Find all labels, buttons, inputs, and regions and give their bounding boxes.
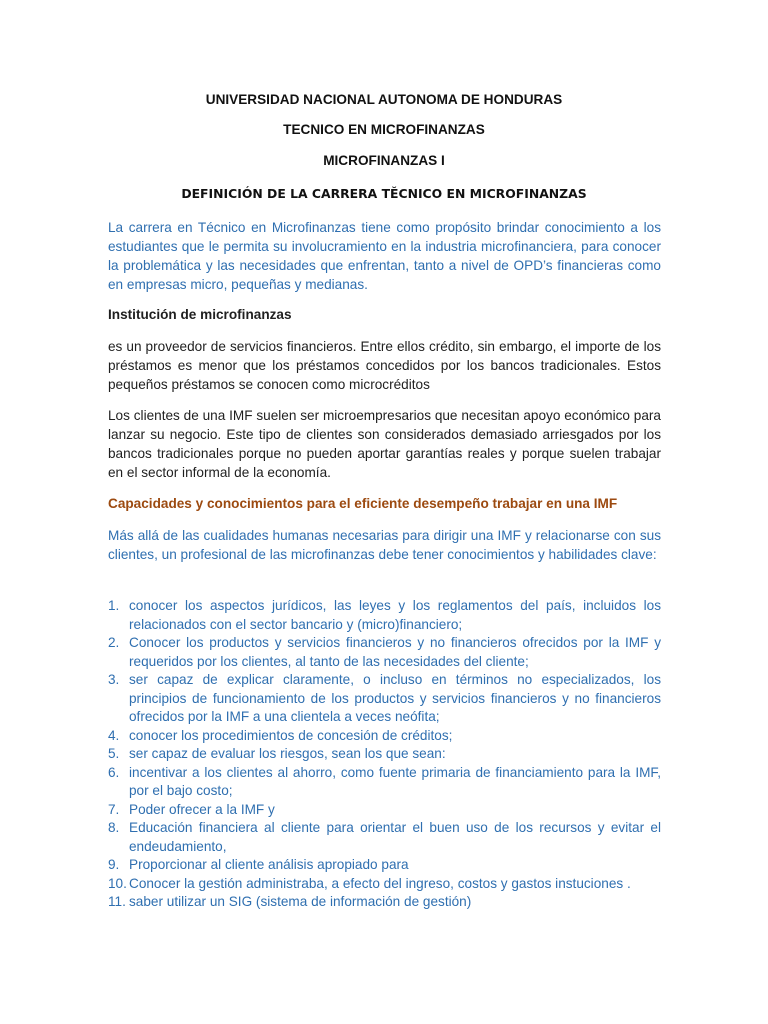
list-item-text: conocer los aspectos jurídicos, las leyes y los reglamentos del país, incluidos los relacionados con el sector bancario y (micro)financiero; [129, 598, 661, 632]
list-item-text: ser capaz de evaluar los riesgos, sean los que sean: [129, 746, 446, 761]
list-item-text: saber utilizar un SIG (sistema de información de gestión) [129, 894, 472, 909]
list-item-text: Educación financiera al cliente para orientar el buen uso de los recursos y evitar el endeudamiento, [129, 820, 661, 854]
list-item [108, 597, 661, 634]
list-item [108, 671, 661, 727]
list-item-number: 11. [108, 894, 126, 909]
program-title: TECNICO EN MICROFINANZAS [283, 122, 485, 137]
list-item [108, 634, 661, 671]
list-item-number: 6. [108, 764, 120, 780]
list-item [108, 764, 661, 801]
list-item [108, 727, 661, 746]
list-item-text: Conocer los productos y servicios financieros y no financieros ofrecidos por la IMF y requeridos por los clientes, al tanto de las necesidades del cliente; [129, 635, 661, 669]
institution-paragraph-2: Los clientes de una IMF suelen ser microempresarios que necesitan apoyo económico para lanzar su negocio. Este tipo de clientes son considerados demasiado arriesgados por los bancos tradicionales porque no pueden aportar garantías reales y porque suelen trabajar en el sector informal de la economía. [108, 408, 661, 480]
list-item-number: 9. [108, 857, 120, 872]
capacities-intro-paragraph: Más allá de las cualidades humanas necesarias para dirigir una IMF y relacionarse con sus clientes, un profesional de las microfinanzas debe tener conocimientos y habilidades clave: [108, 528, 661, 562]
list-item-number: 5. [108, 746, 120, 761]
list-item [108, 801, 661, 820]
skills-list [108, 597, 661, 912]
list-item-text: Proporcionar al cliente análisis apropiado para [129, 857, 409, 872]
list-item-number: 8. [108, 820, 120, 835]
list-item-text: Poder ofrecer a la IMF y [129, 801, 275, 817]
list-item-text: Conocer la gestión administraba, a efecto del ingreso, costos y gastos instuciones . [129, 875, 631, 891]
list-item-text: incentivar a los clientes al ahorro, como fuente primaria de financiamiento para la IMF, por el bajo costo; [129, 764, 661, 798]
list-item-text: conocer los procedimientos de concesión de créditos; [129, 727, 453, 743]
university-title: UNIVERSIDAD NACIONAL AUTONOMA DE HONDURAS [205, 92, 563, 107]
list-item [108, 856, 661, 875]
list-item-number: 1. [108, 598, 120, 613]
section-heading-capacities: Capacidades y conocimientos para el eficiente desempeño trabajar en una IMF [108, 496, 618, 511]
institution-paragraph-1: es un proveedor de servicios financieros. Entre ellos crédito, sin embargo, el importe de los préstamos es menor que los préstamos concedidos por los bancos tradicionales. Estos pequeños préstamos se conocen como microcréditos [108, 339, 661, 392]
list-item-number: 10. [108, 875, 127, 891]
list-item [108, 745, 661, 764]
list-item-number: 2. [108, 635, 120, 650]
intro-paragraph: La carrera en Técnico en Microfinanzas tiene como propósito brindar conocimiento a los estudiantes que le permita su involucramiento en la industria microfinanciera, para conocer la problemática y las necesidades que enfrentan, tanto a nivel de OPD’s financieras como en empresas micro, pequeñas y medianas. [108, 220, 661, 292]
list-item-number: 7. [108, 801, 120, 817]
list-item [108, 819, 661, 856]
list-item-text: ser capaz de explicar claramente, o incluso en términos no especializados, los principios de funcionamiento de los productos y servicios financieros y no financieros ofrecidos por la IMF a una clientela a veces neófita; [129, 672, 661, 724]
document-title: DEFINICIÓN DE LA CARRERA TĔCNICO EN MICROFINANZAS [181, 186, 587, 201]
list-item-number: 4. [108, 727, 120, 743]
course-title: MICROFINANZAS I [323, 153, 445, 168]
section-heading-institution: Institución de microfinanzas [108, 307, 292, 322]
list-item [108, 893, 661, 912]
list-item [108, 875, 661, 894]
list-item-number: 3. [108, 672, 120, 687]
